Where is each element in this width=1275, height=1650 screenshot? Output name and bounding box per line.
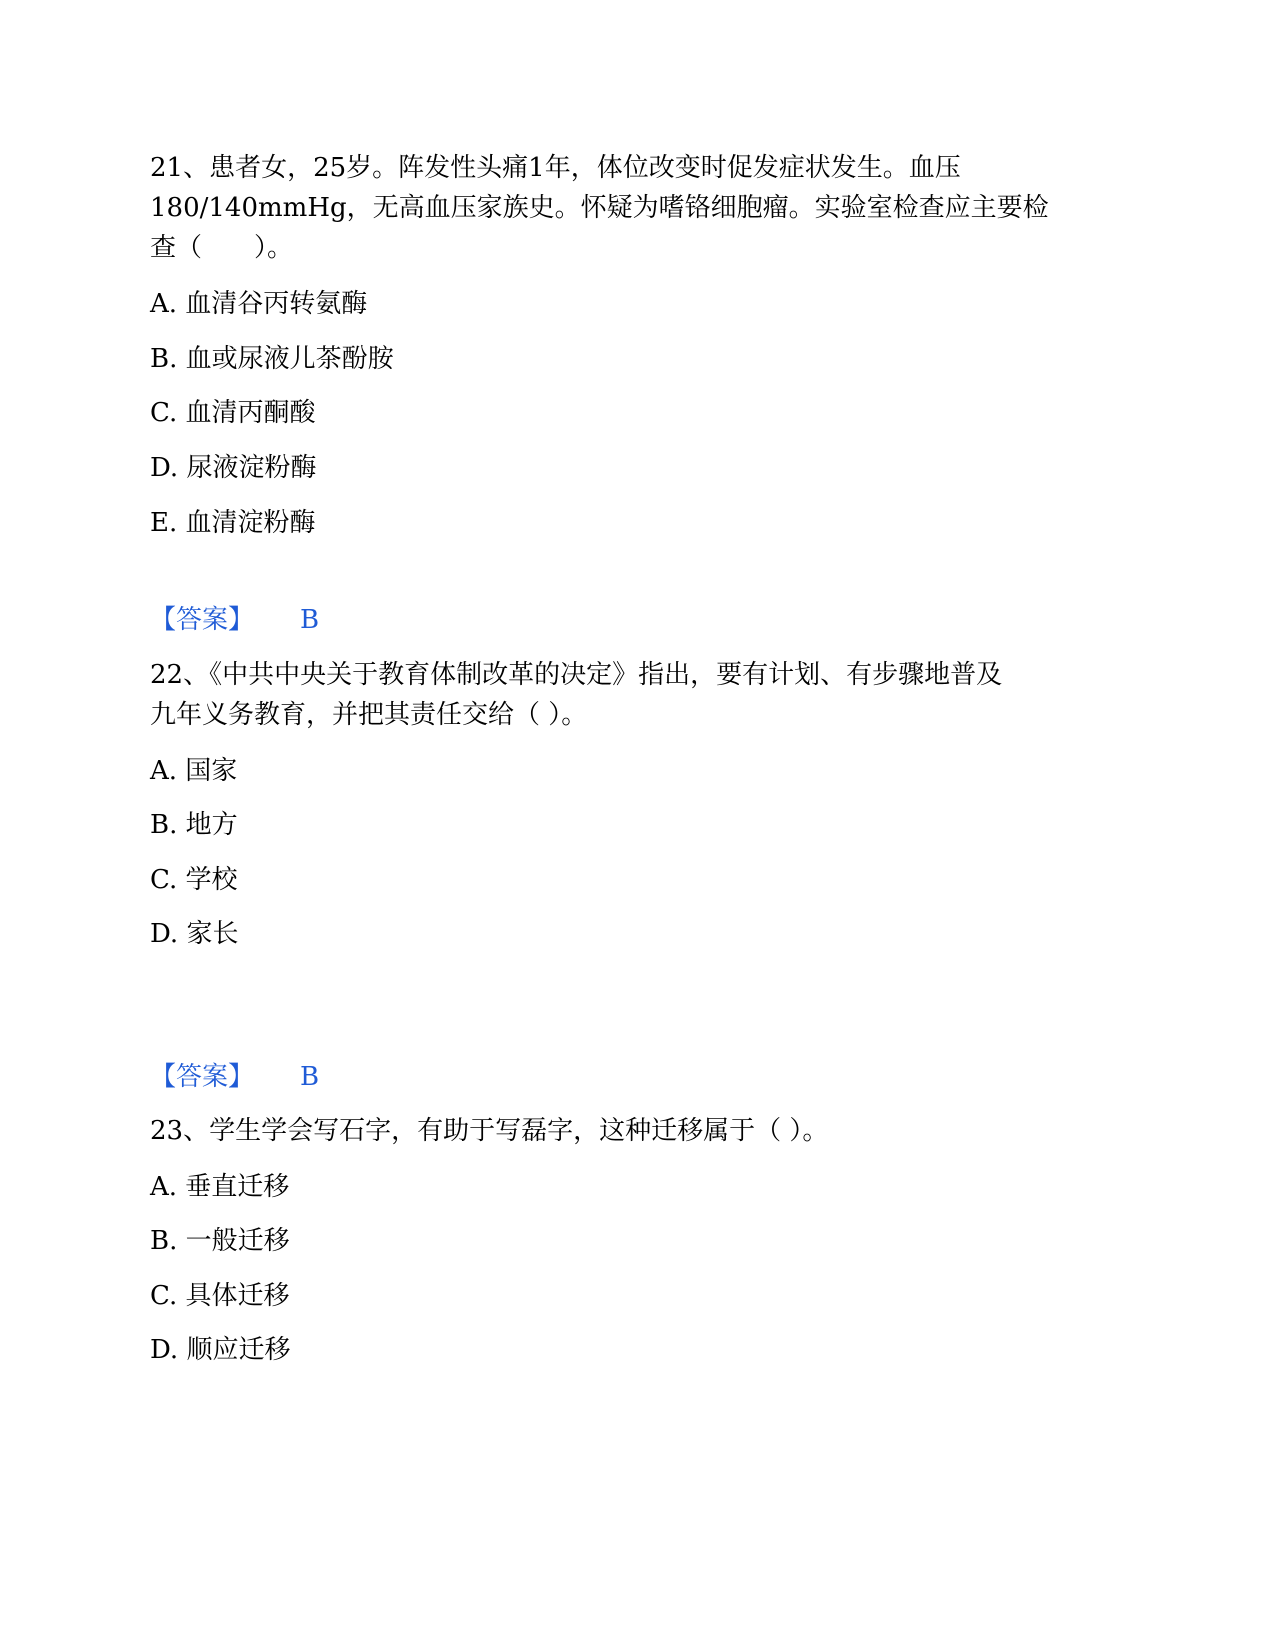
q22-answer [150,1057,319,1097]
q21-option-e: E. 血清淀粉酶 [150,508,316,538]
q21-answer [150,600,319,640]
q22-stem-line-2: 九年义务教育，并把其责任交给（ ）。 [150,700,588,730]
q21-stem-line-3: 查（ ）。 [150,233,294,263]
q23-option-b: B. 一般迁移 [150,1226,290,1256]
q23-stem-line-1: 23、学生学会写石字，有助于写磊字，这种迁移属于（ ）。 [150,1116,829,1146]
q22-option-b: B. 地方 [150,810,238,840]
q21-option-b: B. 血或尿液儿茶酚胺 [150,344,394,374]
q21-option-d: D. 尿液淀粉酶 [150,453,317,483]
q23-option-c: C. 具体迁移 [150,1281,290,1311]
q21-option-c: C. 血清丙酮酸 [150,398,316,428]
q23-option-d: D. 顺应迁移 [150,1335,291,1365]
q22-option-a: A. 国家 [150,756,238,786]
q21-stem-line-2: 180/140mmHg，无高血压家族史。怀疑为嗜铬细胞瘤。实验室检查应主要检 [150,193,1049,223]
q22-option-c: C. 学校 [150,865,238,895]
q21-answer-tag: 【答案】 [150,605,255,635]
q21-option-a: A. 血清谷丙转氨酶 [150,289,368,319]
q22-option-d: D. 家长 [150,919,239,949]
q22-answer-value: B [300,1062,320,1092]
q23-option-a: A. 垂直迁移 [150,1172,290,1202]
q21-answer-value: B [300,605,320,635]
q22-answer-tag: 【答案】 [150,1062,255,1092]
q22-stem-line-1: 22、《中共中央关于教育体制改革的决定》指出，要有计划、有步骤地普及 [150,660,1003,690]
q21-stem-line-1: 21、患者女，25岁。阵发性头痛1年，体位改变时促发症状发生。血压 [150,153,961,183]
